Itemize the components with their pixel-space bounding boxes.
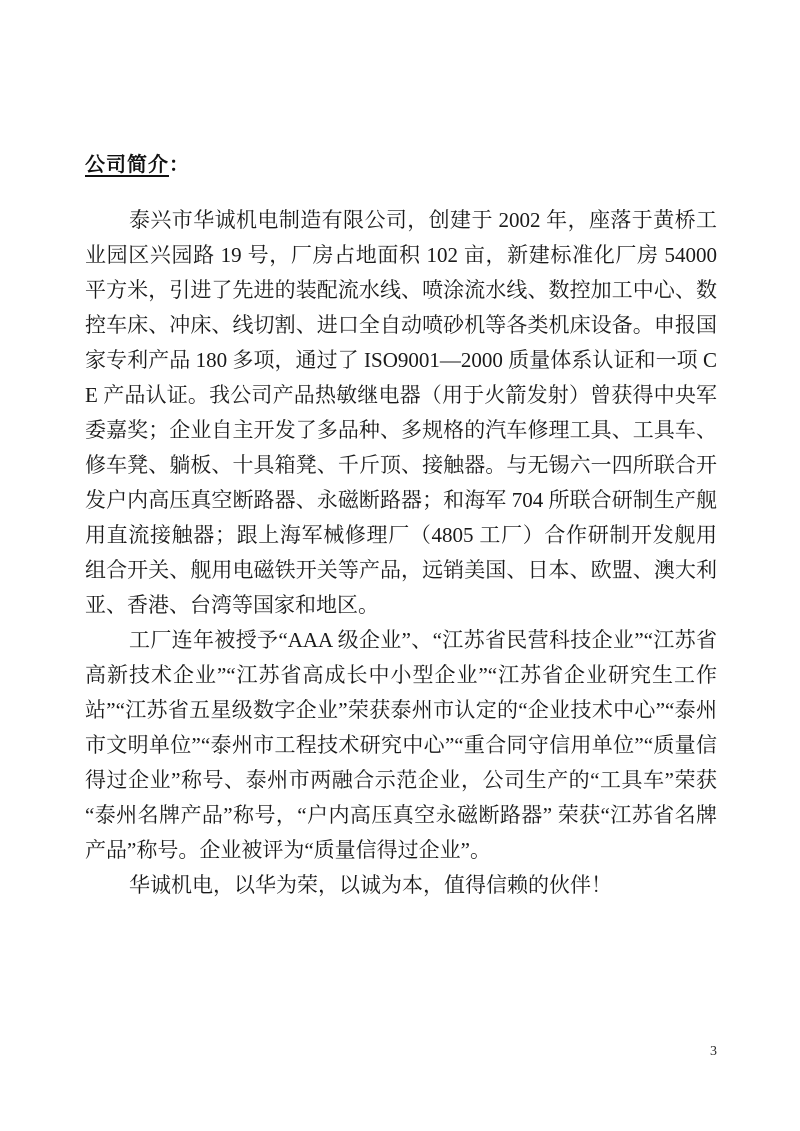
page-number: 3 [710, 1044, 717, 1059]
section-heading-colon: ： [169, 154, 190, 176]
section-heading-text: 公司简介 [85, 154, 169, 176]
paragraph-honors-awards: 工厂连年被授予“AAA 级企业”、“江苏省民营科技企业”“江苏省高新技术企业”“江苏省高成长中小型企业”“江苏省企业研究生工作站”“江苏省五星级数字企业”荣获泰州市认定的“企业技术中心”“泰州市文明单位”“泰州市工程技术研究中心”“重合同守信用单位”“质量信得过企业”称号、泰州市两融合示范企业，公司生产的“工具车”荣获“泰州名牌产品”称号，“户内高压真空永磁断路器” 荣获“江苏省名牌产品”称号。企业被评为“质量信得过企业”。 [85, 628, 717, 862]
page-footer [85, 1042, 717, 1060]
paragraph-company-overview: 泰兴市华诚机电制造有限公司，创建于 2002 年，座落于黄桥工业园区兴园路 19 号，厂房占地面积 102 亩，新建标准化厂房 54000 平方米，引进了先进的装配流水线、喷涂流水线、数控加工中心、数控车床、冲床、线切割、进口全自动喷砂机等各类机床设备。申报国家专利产品 180 多项，通过了 ISO9001—2000 质量体系认证和一项 CE 产品认证。我公司产品热敏继电器（用于火箭发射）曾获得中央军委嘉奖；企业自主开发了多品种、多规格的汽车修理工具、工具车、修车凳、躺板、十具箱凳、千斤顶、接触器。与无锡六一四所联合开发户内高压真空断路器、永磁断路器；和海军 704 所联合研制生产舰用直流接触器；跟上海军械修理厂（4805 工厂）合作研制开发舰用组合开关、舰用电磁铁开关等产品，远销美国、日本、欧盟、澳大利亚、香港、台湾等国家和地区。 [85, 208, 717, 617]
section-heading [85, 153, 717, 177]
paragraph-slogan: 华诚机电，以华为荣，以诚为本，值得信赖的伙伴！ [129, 873, 612, 897]
document-content [85, 153, 717, 903]
